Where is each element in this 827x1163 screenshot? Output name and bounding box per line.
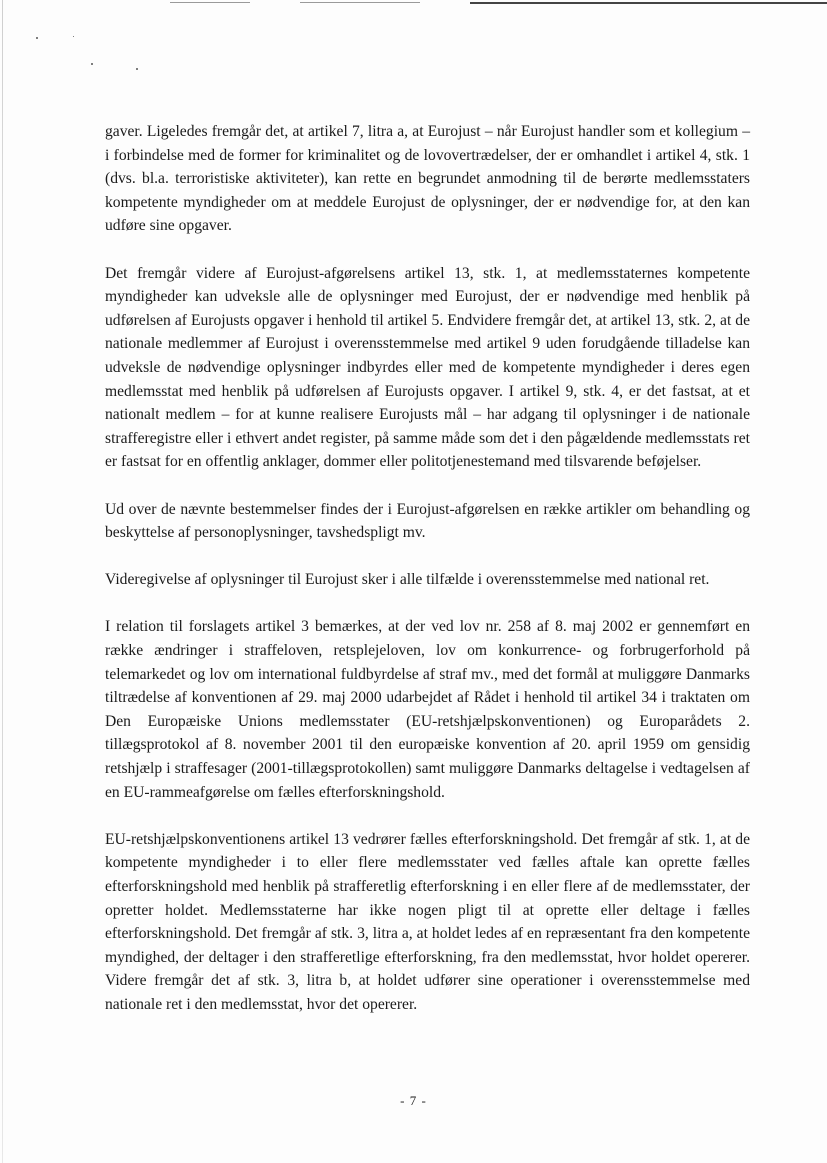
paragraph: EU-retshjælpskonventionens artikel 13 vedrører fælles efterforskningshold. Det fremgår af stk. 1, at de kompetente myndigheder i to eller flere medlemsstater ved fælles aftale kan oprette fælles efterforskningshold med henblik på strafferetlig efterforskning i en eller flere af de medlemsstater, der opretter holdet. Medlemsstaterne har ikke nogen pligt til at oprette eller deltage i fælles efterforskningshold. Det fremgår af stk. 3, litra a, at holdet ledes af en repræsentant fra den kompetente myndighed, der deltager i den strafferetlige efterforskning, fra den medlemsstat, hvor holdet opererer. Videre fremgår det af stk. 3, litra b, at holdet udfører sine operationer i overensstemmelse med nationale ret i den medlemsstat, hvor det opererer. xyxy=(105,830,750,1013)
paragraph: I relation til forslagets artikel 3 bemærkes, at der ved lov nr. 258 af 8. maj 2002 er gennemført en række ændringer i straffeloven, retsplejeloven, lov om konkurrence- og forbrugerforhold på telemarkedet og lov om international fuldbyrdelse af straf mv., med det formål at muliggøre Danmarks tiltrædelse af konventionen af 29. maj 2000 udarbejdet af Rådet i henhold til artikel 34 i traktaten om Den Europæiske Unions medlemsstater (EU-retshjælpskonventionen) og Europarådets 2. tillægsprotokol af 8. november 2001 til den europæiske konvention af 20. april 1959 om gensidig retshjælp i straffesager (2001-tillægsprotokollen) samt muliggøre Danmarks deltagelse i vedtagelsen af en EU-rammeafgørelse om fælles efterforskningshold. xyxy=(105,618,750,801)
scan-top-line xyxy=(470,2,827,4)
page-number: - 7 - xyxy=(400,1093,427,1108)
paragraph: Ud over de nævnte bestemmelser findes der i Eurojust-afgørelsen en række artikler om behandling og beskyttelse af personoplysninger, tavshedspligt mv. xyxy=(105,500,750,542)
scan-speck xyxy=(36,37,38,39)
paragraph: gaver. Ligeledes fremgår det, at artikel 7, litra a, at Eurojust – når Eurojust handler som et kollegium – i forbindelse med de former for kriminalitet og de lovovertrædelser, der er omhandlet i artikel 4, stk. 1 (dvs. bl.a. terroristiske aktiviteter), kan rette en begrundet anmodning til de berørte medlemsstaters kompetente myndigheder om at meddele Eurojust de oplysninger, der er nødvendige for, at den kan udføre sine opgaver. xyxy=(105,123,750,235)
scan-top-line xyxy=(300,2,420,3)
scan-top-line xyxy=(170,2,250,3)
paragraph: Det fremgår videre af Eurojust-afgørelsens artikel 13, stk. 1, at medlemsstaternes kompetente myndigheder kan udveksle alle de oplysninger med Eurojust, der er nødvendige med henblik på udførelsen af Eurojusts opgaver i henhold til artikel 5. Endvidere fremgår det, at artikel 13, stk. 2, at de nationale medlemmer af Eurojust i overensstemmelse med artikel 9 uden forudgående tilladelse kan udveksle de nødvendige oplysninger indbyrdes eller med de kompetente myndigheder i deres egen medlemsstat med henblik på udførelsen af Eurojusts opgaver. I artikel 9, stk. 4, er det fastsat, at et nationalt medlem – for at kunne realisere Eurojusts mål – har adgang til oplysninger i de nationale strafferegistre eller i ethvert andet register, på samme måde som det i den pågældende medlemsstats ret er fastsat for en offentlig anklager, dommer eller politotjenestemand med tilsvarende beføjelser. xyxy=(105,264,750,471)
scan-speck xyxy=(91,63,93,65)
paragraph: Videregivelse af oplysninger til Eurojust sker i alle tilfælde i overensstemmelse med national ret. xyxy=(105,571,710,589)
scan-left-edge xyxy=(2,0,3,1163)
scan-speck xyxy=(136,68,138,70)
scan-speck xyxy=(73,36,74,37)
body-text xyxy=(105,120,750,1017)
